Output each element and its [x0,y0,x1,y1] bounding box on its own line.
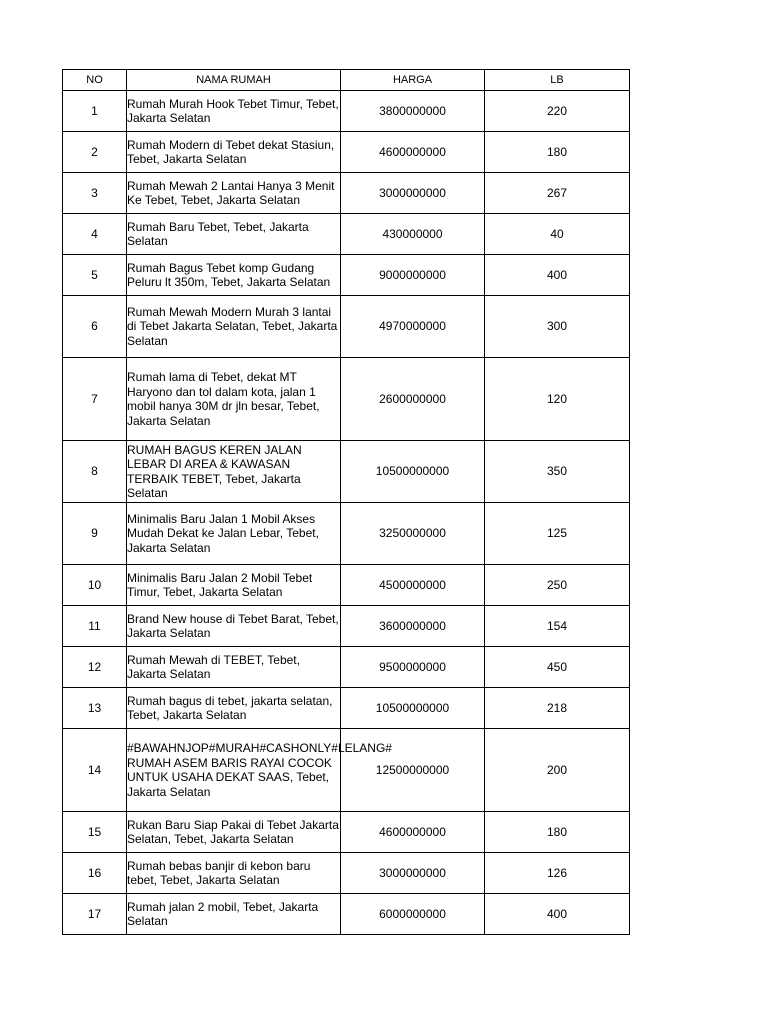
cell-lb: 40 [485,214,630,255]
cell-no: 7 [63,358,127,441]
cell-lb: 400 [485,255,630,296]
table-row [63,132,630,173]
cell-nama-rumah [127,729,392,812]
cell-nama-rumah [127,647,341,688]
cell-no: 4 [63,214,127,255]
cell-harga: 10500000000 [341,688,485,729]
cell-harga: 3000000000 [341,853,485,894]
cell-no: 5 [63,255,127,296]
table-row [63,503,630,565]
house-name-text: Rumah Murah Hook Tebet Timur, Tebet, Jakarta Selatan [127,96,339,125]
cell-harga: 9000000000 [341,255,485,296]
house-name-text: Rukan Baru Siap Pakai di Tebet Jakarta Selatan, Tebet, Jakarta Selatan [127,817,339,846]
table-row [63,853,630,894]
cell-lb: 220 [485,91,630,132]
cell-lb: 350 [485,441,630,503]
cell-nama-rumah [127,812,341,853]
cell-nama-rumah [127,565,341,606]
table-row [63,647,630,688]
table-row [63,688,630,729]
cell-nama-rumah [127,91,341,132]
cell-nama-rumah [127,894,341,935]
table-row [63,358,630,441]
house-name-text: RUMAH BAGUS KEREN JALAN LEBAR DI AREA & KAWASAN TERBAIK TEBET, Tebet, Jakarta Selatan [127,442,302,500]
cell-harga: 4500000000 [341,565,485,606]
cell-no: 6 [63,296,127,358]
cell-lb: 126 [485,853,630,894]
header-no: NO [63,70,127,91]
house-name-text: Rumah Mewah Modern Murah 3 lantai di Tebet Jakarta Selatan, Tebet, Jakarta Selatan [127,304,338,348]
cell-lb: 218 [485,688,630,729]
cell-lb: 200 [485,729,630,812]
cell-lb: 450 [485,647,630,688]
house-name-text: Rumah Bagus Tebet komp Gudang Peluru lt 350m, Tebet, Jakarta Selatan [127,260,331,289]
cell-lb: 300 [485,296,630,358]
cell-no: 2 [63,132,127,173]
house-name-text: Minimalis Baru Jalan 1 Mobil Akses Mudah Dekat ke Jalan Lebar, Tebet, Jakarta Selatan [127,511,319,555]
table-row [63,729,630,812]
cell-harga: 9500000000 [341,647,485,688]
house-name-text: Rumah Mewah 2 Lantai Hanya 3 Menit Ke Tebet, Tebet, Jakarta Selatan [127,178,335,207]
cell-no: 3 [63,173,127,214]
header-harga: HARGA [341,70,485,91]
cell-no: 8 [63,441,127,503]
cell-lb: 267 [485,173,630,214]
cell-nama-rumah [127,358,341,441]
house-name-text: Rumah jalan 2 mobil, Tebet, Jakarta Selatan [127,899,319,928]
cell-lb: 180 [485,132,630,173]
house-name-text: Rumah Baru Tebet, Tebet, Jakarta Selatan [127,219,309,248]
cell-harga: 430000000 [341,214,485,255]
cell-harga: 12500000000 [341,729,485,812]
cell-harga: 3000000000 [341,173,485,214]
cell-harga: 3250000000 [341,503,485,565]
table-row [63,91,630,132]
cell-harga: 4600000000 [341,132,485,173]
table-row [63,441,630,503]
house-name-text: Rumah bagus di tebet, jakarta selatan, Tebet, Jakarta Selatan [127,693,333,722]
cell-no: 17 [63,894,127,935]
house-name-text: Rumah bebas banjir di kebon baru tebet, Tebet, Jakarta Selatan [127,858,311,887]
house-name-text: Brand New house di Tebet Barat, Tebet, Jakarta Selatan [127,611,339,640]
table-row [63,296,630,358]
house-name-text: Rumah Modern di Tebet dekat Stasiun, Tebet, Jakarta Selatan [127,137,335,166]
table-row [63,255,630,296]
header-lb: LB [485,70,630,91]
cell-no: 9 [63,503,127,565]
table-row [63,812,630,853]
cell-harga: 6000000000 [341,894,485,935]
house-price-table [62,69,630,935]
cell-no: 13 [63,688,127,729]
table-row [63,894,630,935]
cell-lb: 180 [485,812,630,853]
table-row [63,606,630,647]
cell-harga: 2600000000 [341,358,485,441]
table-row [63,214,630,255]
cell-lb: 154 [485,606,630,647]
header-row [63,70,630,91]
cell-no: 11 [63,606,127,647]
table-row [63,173,630,214]
cell-nama-rumah [127,173,341,214]
house-name-text: Rumah Mewah di TEBET, Tebet, Jakarta Selatan [127,652,300,681]
cell-nama-rumah [127,255,341,296]
cell-nama-rumah [127,296,341,358]
cell-nama-rumah [127,606,341,647]
cell-harga: 4600000000 [341,812,485,853]
house-name-text: Rumah lama di Tebet, dekat MT Haryono dan tol dalam kota, jalan 1 mobil hanya 30M dr jln besar, Tebet, Jakarta Selatan [127,370,320,428]
cell-no: 14 [63,729,127,812]
cell-no: 1 [63,91,127,132]
house-name-text: Minimalis Baru Jalan 2 Mobil Tebet Timur, Tebet, Jakarta Selatan [127,570,313,599]
cell-nama-rumah [127,853,341,894]
cell-nama-rumah [127,503,341,565]
header-nama-rumah: NAMA RUMAH [127,70,341,91]
cell-no: 16 [63,853,127,894]
cell-lb: 400 [485,894,630,935]
cell-nama-rumah [127,214,341,255]
cell-nama-rumah [127,441,341,503]
cell-harga: 4970000000 [341,296,485,358]
cell-harga: 10500000000 [341,441,485,503]
cell-harga: 3800000000 [341,91,485,132]
cell-no: 12 [63,647,127,688]
cell-lb: 120 [485,358,630,441]
house-name-text: #BAWAHNJOP#MURAH#CASHONLY#LELANG# RUMAH ASEM BARIS RAYAI COCOK UNTUK USAHA DEKAT SAAS, Tebet, Jakarta Selatan [127,741,392,799]
table-row [63,565,630,606]
cell-lb: 250 [485,565,630,606]
cell-lb: 125 [485,503,630,565]
cell-no: 15 [63,812,127,853]
cell-harga: 3600000000 [341,606,485,647]
cell-nama-rumah [127,132,341,173]
cell-no: 10 [63,565,127,606]
cell-nama-rumah [127,688,341,729]
